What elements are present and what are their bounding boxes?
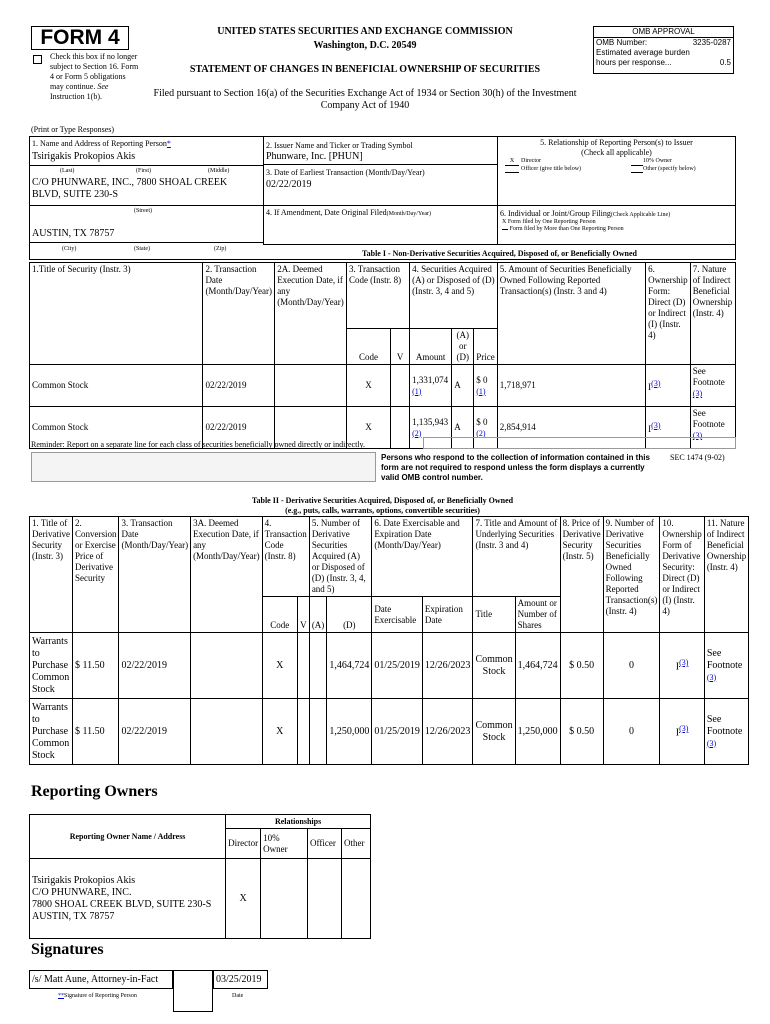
t1-r0-price-cell xyxy=(474,365,498,407)
reminder-empty-box-left xyxy=(31,452,376,482)
t2-h-code-sub: Code xyxy=(262,597,297,633)
sec-form-code: SEC 1474 (9-02) xyxy=(670,453,725,462)
omb-number-label: OMB Number: xyxy=(596,38,648,47)
other-option: Other (specify below) xyxy=(643,166,696,172)
t1-h-date: 2. Transaction Date (Month/Day/Year) xyxy=(203,263,275,365)
t1-r0-form-fn[interactable]: (3) xyxy=(651,378,661,388)
omb-hours-row xyxy=(594,58,733,68)
t2-r0-form-fn[interactable]: (3) xyxy=(679,657,689,667)
t2-h-amount-sub: Amount or Number of Shares xyxy=(515,597,560,633)
owner-line3: 7800 SHOAL CREEK BLVD, SUITE 230-S xyxy=(32,898,212,910)
t1-h-nature: 7. Nature of Indirect Beneficial Ownership (Instr. 4) xyxy=(690,263,735,365)
box4-label-text: 4. If Amendment, Date Original Filed xyxy=(266,208,387,217)
checkbox-instruction: Instruction 1(b). xyxy=(50,92,102,101)
omb-hours-label: hours per response... xyxy=(596,58,672,67)
owner-director-mark: X xyxy=(226,859,261,939)
t2-r1-exp: 12/26/2023 xyxy=(422,699,473,765)
t2-r1-dprice: $ 0.50 xyxy=(560,699,603,765)
table-row xyxy=(30,699,749,765)
t1-r1-form-fn[interactable]: (3) xyxy=(651,420,661,430)
t2-r0-form: I xyxy=(675,661,680,673)
omb-hours: 0.5 xyxy=(719,58,731,67)
owner-col-director: Director xyxy=(226,829,261,859)
t1-r0-aord: A xyxy=(452,365,474,407)
table2 xyxy=(29,516,749,765)
agency-location: Washington, D.C. 20549 xyxy=(313,40,417,51)
reporting-owners-heading: Reporting Owners xyxy=(31,783,158,800)
date-label: Date xyxy=(232,993,244,999)
table-row xyxy=(30,859,371,939)
box3-label: 3. Date of Earliest Transaction (Month/Day/Year) xyxy=(266,168,425,177)
t2-r0-form-cell xyxy=(660,633,705,699)
box5-label-text: 5. Relationship of Reporting Person(s) to Issuer xyxy=(540,138,693,147)
reminder-empty-box-right xyxy=(423,437,736,449)
persons-notice: Persons who respond to the collection of information contained in this form are not required to respond unless the form displays a currently valid OMB control number. xyxy=(381,453,650,482)
t2-h-code: 4. Transaction Code (Instr. 8) xyxy=(262,517,309,597)
t1-r0-deemed xyxy=(275,365,347,407)
t1-r1-aord: A xyxy=(452,407,474,449)
t1-r1-amount: 1,135,943 xyxy=(412,416,449,427)
t1-r1-code: X xyxy=(346,407,390,449)
filed-pursuant: Filed pursuant to Section 16(a) of the Securities Exchange Act of 1934 or Section 30(h) of the Investment Company Act of 1940 xyxy=(153,88,577,111)
t2-r1-a xyxy=(309,699,327,765)
t2-h-conv: 2. Conversion or Exercise Price of Derivative Security xyxy=(72,517,119,633)
owner-col-other: Other xyxy=(341,829,370,859)
t2-h-a: (A) xyxy=(309,597,327,633)
checkbox-text: Check this box if no longer subject to Section 16. Form 4 or Form 5 obligations may continue. xyxy=(50,52,139,91)
owner-col-relationships: Relationships xyxy=(226,815,371,829)
t1-h-code-sub: Code xyxy=(346,329,390,365)
owner-name-address xyxy=(30,859,226,939)
t2-r1-form-cell xyxy=(660,699,705,765)
director-checkbox[interactable]: X xyxy=(505,158,519,166)
signature-spacer xyxy=(173,970,213,1012)
table-row xyxy=(30,365,736,407)
t1-r0-nature: See Footnote xyxy=(692,366,725,387)
owner-10pct-mark xyxy=(261,859,308,939)
street-label: (Street) xyxy=(134,208,152,214)
t2-r1-form: I xyxy=(675,727,680,739)
t1-h-aord: (A) or (D) xyxy=(452,329,474,365)
t2-r0-exp: 12/26/2023 xyxy=(422,633,473,699)
box6-row1 xyxy=(502,219,624,226)
state-label: (State) xyxy=(134,246,150,252)
t1-h-acquired: 4. Securities Acquired (A) or Disposed of (D) (Instr. 3, 4 and 5) xyxy=(410,263,498,329)
t2-r0-code: X xyxy=(262,633,297,699)
t1-h-amount: Amount xyxy=(410,329,452,365)
t2-h-owned: 9. Number of Derivative Securities Beneficially Owned Following Reported Transaction(s) (Instr. 4) xyxy=(603,517,660,633)
table2-subtitle: (e.g., puts, calls, warrants, options, convertible securities) xyxy=(285,506,480,515)
t1-r1-v xyxy=(391,407,410,449)
zip-label: (Zip) xyxy=(214,246,227,252)
signature-label-text: Signature of Reporting Person xyxy=(64,993,137,999)
omb-approval-box xyxy=(593,26,734,74)
t2-r1-d: 1,250,000 xyxy=(327,699,372,765)
t1-r0-code: X xyxy=(346,365,390,407)
t2-h-title: 1. Title of Derivative Security (Instr. 3) xyxy=(30,517,73,633)
owners-table xyxy=(29,814,371,939)
box1-label xyxy=(32,139,171,149)
t2-r1-owned: 0 xyxy=(603,699,660,765)
t2-r1-nature-cell xyxy=(704,699,748,765)
t2-h-title-sub: Title xyxy=(473,597,515,633)
owner-col-officer: Officer xyxy=(308,829,342,859)
signature-label xyxy=(58,993,137,1000)
form-title: FORM 4 xyxy=(31,26,129,50)
signature-date: 03/25/2019 xyxy=(216,974,262,985)
t2-r1-exer: 01/25/2019 xyxy=(372,699,423,765)
omb-burden-label: Estimated average burden xyxy=(596,48,690,57)
box6-label xyxy=(500,209,670,219)
box5-row2 xyxy=(505,166,733,173)
t2-h-price: 8. Price of Derivative Security (Instr. 5) xyxy=(560,517,603,633)
t1-h-code: 3. Transaction Code (Instr. 8) xyxy=(346,263,409,329)
t2-r0-dprice: $ 0.50 xyxy=(560,633,603,699)
t1-r0-nature-fn[interactable]: (3) xyxy=(692,389,703,398)
table1 xyxy=(29,262,736,449)
t2-r0-utitle: Common Stock xyxy=(473,633,515,699)
issuer-name: Phunware, Inc. [PHUN] xyxy=(266,151,363,162)
t2-r0-uamount: 1,464,724 xyxy=(515,633,560,699)
t1-h-form: 6. Ownership Form: Direct (D) or Indirect (I) (Instr. 4) xyxy=(646,263,691,365)
t1-r0-form-cell xyxy=(646,365,691,407)
t1-r1-owned: 2,854,914 xyxy=(497,407,645,449)
checkbox-label xyxy=(50,52,140,102)
owner-line4: AUSTIN, TX 78757 xyxy=(32,910,115,922)
t2-r1-price: $ 11.50 xyxy=(72,699,119,765)
omb-number-row xyxy=(594,38,733,48)
box4-label xyxy=(266,208,431,218)
t2-r0-title: Warrants to Purchase Common Stock xyxy=(30,633,73,699)
t1-r1-price: $ 0 xyxy=(476,416,488,427)
t1-h-price: Price xyxy=(474,329,498,365)
t2-r0-d: 1,464,724 xyxy=(327,633,372,699)
t1-r0-title: Common Stock xyxy=(30,365,203,407)
box6-sub: (Check Applicable Line) xyxy=(610,212,671,218)
t2-r1-utitle: Common Stock xyxy=(473,699,515,765)
t2-r1-nature: See Footnote xyxy=(706,713,743,737)
one-person-option: Form filed by One Reporting Person xyxy=(507,219,596,225)
t2-h-date-ex: Date Exercisable xyxy=(372,597,423,633)
t2-r0-date: 02/22/2019 xyxy=(119,633,191,699)
t2-h-deemed: 3A. Deemed Execution Date, if any (Month/Day/Year) xyxy=(191,517,263,633)
t2-r1-nature-fn[interactable]: (3) xyxy=(706,738,717,748)
t2-r0-a xyxy=(309,633,327,699)
t2-h-underlying: 7. Title and Amount of Underlying Securities (Instr. 3 and 4) xyxy=(473,517,560,597)
box2-label: 2. Issuer Name and Ticker or Trading Symbol xyxy=(266,141,413,150)
agency-name: UNITED STATES SECURITIES AND EXCHANGE COMMISSION xyxy=(217,26,513,37)
box1-label-text: 1. Name and Address of Reporting Person xyxy=(32,139,167,148)
owner-col-name: Reporting Owner Name / Address xyxy=(30,815,226,859)
middle-label: (Middle) xyxy=(208,168,230,174)
t1-h-v: V xyxy=(391,329,410,365)
signature-value: /s/ Matt Aune, Attorney-in-Fact xyxy=(32,974,159,985)
t2-r1-uamount: 1,250,000 xyxy=(515,699,560,765)
t1-r0-form: I xyxy=(648,381,652,392)
reporting-address: C/O PHUNWARE, INC., 7800 SHOAL CREEK BLVD, SUITE 230-S xyxy=(32,177,228,200)
t2-r0-nature-fn[interactable]: (3) xyxy=(706,672,717,682)
table-row xyxy=(30,633,749,699)
t2-h-exercisable: 6. Date Exercisable and Expiration Date (Month/Day/Year) xyxy=(372,517,473,597)
t1-r1-price-fn[interactable]: (2) xyxy=(476,428,486,438)
t1-r0-price: $ 0 xyxy=(476,374,488,385)
signature-star-link[interactable]: ** xyxy=(58,993,64,999)
checkbox-see: See xyxy=(97,82,109,91)
t2-h-date: 3. Transaction Date (Month/Day/Year) xyxy=(119,517,191,633)
owner-col-10pct: 10% Owner xyxy=(261,829,308,859)
t1-r1-title: Common Stock xyxy=(30,407,203,449)
box1-star-link[interactable]: * xyxy=(166,139,171,148)
owner-line1: Tsirigakis Prokopios Akis xyxy=(32,874,136,886)
print-note: (Print or Type Responses) xyxy=(31,125,115,134)
box6-row2 xyxy=(502,226,624,233)
t2-h-v: V xyxy=(297,597,309,633)
t2-r1-code: X xyxy=(262,699,297,765)
t2-r1-deemed xyxy=(191,699,263,765)
t2-h-nature: 11. Nature of Indirect Beneficial Ownership (Instr. 4) xyxy=(704,517,748,633)
t2-r0-owned: 0 xyxy=(603,633,660,699)
t2-r0-v xyxy=(297,633,309,699)
t1-r1-amount-fn[interactable]: (2) xyxy=(412,428,422,438)
box4-sub: (Month/Day/Year) xyxy=(386,211,432,217)
reporting-person-name: Tsirigakis Prokopios Akis xyxy=(32,151,136,162)
more-person-option: Form filed by More than One Reporting Person xyxy=(509,226,624,232)
t1-h-title: 1.Title of Security (Instr. 3) xyxy=(30,263,203,365)
owner10-option: 10% Owner xyxy=(643,158,672,164)
box6-options xyxy=(502,219,624,233)
officer-checkbox[interactable] xyxy=(505,166,519,173)
more-person-checkbox[interactable] xyxy=(502,229,508,230)
t2-r0-exer: 01/25/2019 xyxy=(372,633,423,699)
first-label: (First) xyxy=(136,168,151,174)
reporting-city: AUSTIN, TX 78757 xyxy=(32,228,115,239)
t2-r1-date: 02/22/2019 xyxy=(119,699,191,765)
other-checkbox[interactable] xyxy=(631,166,643,173)
box5-row1 xyxy=(505,158,733,166)
t1-r0-owned: 1,718,971 xyxy=(497,365,645,407)
t2-r1-v xyxy=(297,699,309,765)
director-option: Director xyxy=(521,158,541,164)
t2-r0-deemed xyxy=(191,633,263,699)
one-person-checkbox[interactable]: X xyxy=(502,219,507,225)
t1-r0-nature-cell xyxy=(690,365,735,407)
box6-label-text: 6. Individual or Joint/Group Filing xyxy=(500,209,611,218)
table2-title: Table II - Derivative Securities Acquired, Disposed of, or Beneficially Owned xyxy=(251,496,514,505)
t2-h-exp: Expiration Date xyxy=(422,597,473,633)
t1-r0-date: 02/22/2019 xyxy=(203,365,275,407)
last-label: (Last) xyxy=(60,168,75,174)
t1-r0-price-fn[interactable]: (1) xyxy=(476,386,486,396)
t2-r1-title: Warrants to Purchase Common Stock xyxy=(30,699,73,765)
t2-r1-form-fn[interactable]: (3) xyxy=(679,723,689,733)
omb-number: 3235-0287 xyxy=(692,38,731,47)
omb-title: OMB APPROVAL xyxy=(594,27,733,38)
t1-r0-amount: 1,331,074 xyxy=(412,374,449,385)
owner-officer-mark xyxy=(308,859,342,939)
t2-r0-nature: See Footnote xyxy=(706,647,743,671)
t1-r0-v xyxy=(391,365,410,407)
t1-h-owned: 5. Amount of Securities Beneficially Owned Following Reported Transaction(s) (Instr. 3 and 4) xyxy=(497,263,645,365)
earliest-transaction-date: 02/22/2019 xyxy=(266,179,312,190)
statement-title: STATEMENT OF CHANGES IN BENEFICIAL OWNERSHIP OF SECURITIES xyxy=(189,64,541,75)
box5-label xyxy=(499,138,734,158)
t2-r0-nature-cell xyxy=(704,633,748,699)
t2-h-d: (D) xyxy=(327,597,372,633)
t1-r1-form: I xyxy=(648,423,652,434)
officer-option: Officer (give title below) xyxy=(521,166,582,172)
t2-r0-price: $ 11.50 xyxy=(72,633,119,699)
t1-r1-date: 02/22/2019 xyxy=(203,407,275,449)
no-longer-subject-checkbox[interactable] xyxy=(33,55,42,64)
t1-r1-nature-fn[interactable]: (3) xyxy=(692,431,703,440)
t2-h-number: 5. Number of Derivative Securities Acquired (A) or Disposed of (D) (Instr. 3, 4, and 5) xyxy=(309,517,372,597)
reminder-text: Reminder: Report on a separate line for each class of securities beneficially owned directly or indirectly. xyxy=(31,440,366,449)
t1-h-deemed: 2A. Deemed Execution Date, if any (Month/Day/Year) xyxy=(275,263,347,365)
table1-title: Table I - Non-Derivative Securities Acquired, Disposed of, or Beneficially Owned xyxy=(362,249,637,258)
city-label: (City) xyxy=(62,246,77,252)
t1-r0-amount-fn[interactable]: (1) xyxy=(412,386,422,396)
owner-other-mark xyxy=(341,859,370,939)
box5-options xyxy=(505,158,733,173)
signatures-heading: Signatures xyxy=(31,941,104,958)
t2-h-form: 10. Ownership Form of Derivative Security: Direct (D) or Indirect (I) (Instr. 4) xyxy=(660,517,705,633)
t1-r0-amount-cell xyxy=(410,365,452,407)
owner-line2: C/O PHUNWARE, INC. xyxy=(32,886,132,898)
owner10-checkbox[interactable] xyxy=(631,158,643,166)
box5-sub: (Check all applicable) xyxy=(581,148,652,157)
t1-r1-nature: See Footnote xyxy=(692,408,725,429)
